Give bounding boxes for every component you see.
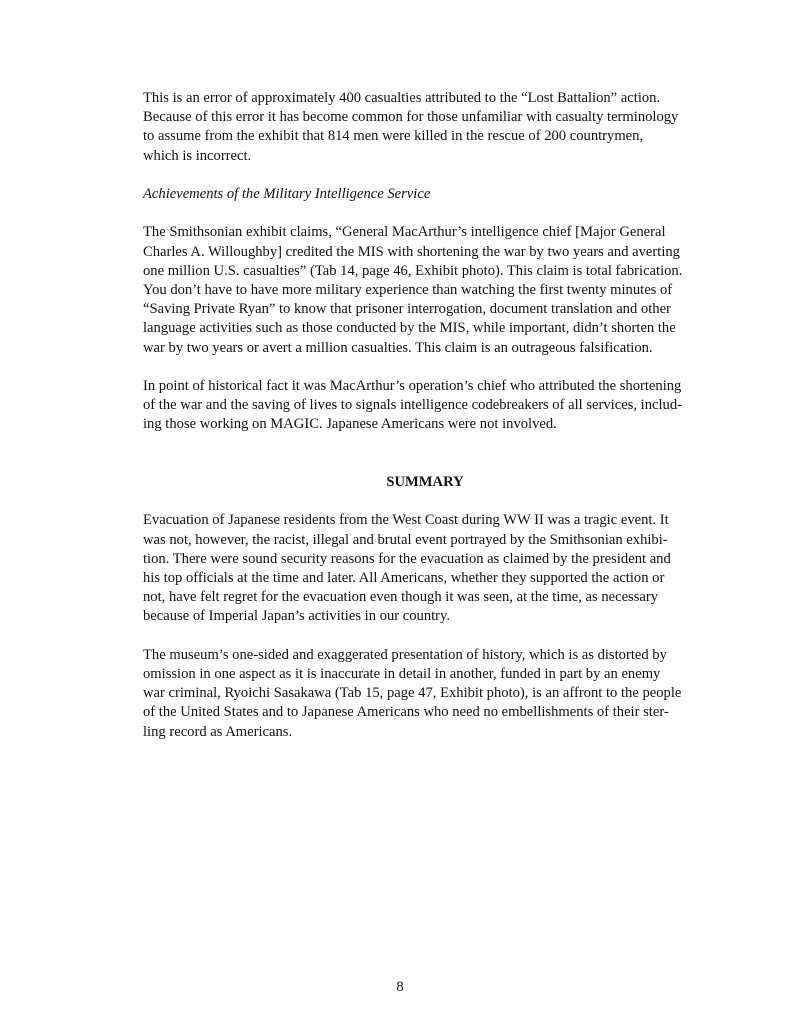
text-line: one million U.S. casualties” (Tab 14, page 46, Exhibit photo). This claim is total fabrication. xyxy=(143,262,683,279)
text-line: tion. There were sound security reasons for the evacuation as claimed by the president and xyxy=(143,550,671,567)
paragraph-spacer xyxy=(143,358,730,377)
paragraph-spacer xyxy=(143,204,730,223)
text-line: of the United States and to Japanese Americans who need no embellishments of their ster- xyxy=(143,704,669,721)
text-line: In point of historical fact it was MacArthur’s operation’s chief who attributed the shortening xyxy=(143,378,682,394)
text-line: omission in one aspect as it is inaccurate in detail in another, funded in part by an enemy xyxy=(143,665,661,682)
text-line: ing those working on MAGIC. Japanese Americans were not involved. xyxy=(143,416,557,433)
section-heading-mis: Achievements of the Military Intelligence Service xyxy=(143,186,431,202)
text-line: which is incorrect. xyxy=(143,147,252,164)
paragraph-museum-presentation xyxy=(143,646,730,742)
page-number: 8 xyxy=(396,979,404,995)
paragraph-spacer xyxy=(143,166,730,185)
paragraph-spacer xyxy=(143,492,730,511)
text-line: Charles A. Willoughby] credited the MIS with shortening the war by two years and averting xyxy=(143,243,680,260)
paragraph-historical-fact xyxy=(143,377,730,435)
text-line: This is an error of approximately 400 casualties attributed to the “Lost Battalion” action. xyxy=(143,90,661,106)
text-line: war by two years or avert a million casualties. This claim is an outrageous falsification. xyxy=(143,339,653,356)
text-line: You don’t have to have more military experience than watching the first twenty minutes of xyxy=(143,282,673,298)
text-line: to assume from the exhibit that 814 men were killed in the rescue of 200 countrymen, xyxy=(143,128,644,145)
text-line: The museum’s one-sided and exaggerated presentation of history, which is as distorted by xyxy=(143,646,667,663)
text-line: not, have felt regret for the evacuation even though it was seen, at the time, as necessary xyxy=(143,589,659,606)
summary-heading: SUMMARY xyxy=(386,473,464,490)
text-line: was not, however, the racist, illegal and brutal event portrayed by the Smithsonian exhibi- xyxy=(143,531,668,548)
text-line: Because of this error it has become common for those unfamiliar with casualty terminology xyxy=(143,109,679,126)
text-line: The Smithsonian exhibit claims, “General MacArthur’s intelligence chief [Major General xyxy=(143,224,666,241)
paragraph-casualty-error xyxy=(143,89,730,166)
paragraph-spacer xyxy=(143,454,730,473)
paragraph-spacer xyxy=(143,435,730,454)
text-line: of the war and the saving of lives to signals intelligence codebreakers of all services, includ- xyxy=(143,397,682,414)
page-body xyxy=(143,89,730,742)
text-line: ling record as Americans. xyxy=(143,723,293,740)
text-line: language activities such as those conducted by the MIS, while important, didn’t shorten the xyxy=(143,320,676,337)
text-line: Evacuation of Japanese residents from the West Coast during WW II was a tragic event. It xyxy=(143,512,669,529)
paragraph-evacuation xyxy=(143,511,730,626)
text-line: war criminal, Ryoichi Sasakawa (Tab 15, page 47, Exhibit photo), is an affront to the people xyxy=(143,685,682,702)
text-line: “Saving Private Ryan” to know that prisoner interrogation, document translation and other xyxy=(143,301,671,318)
text-line: his top officials at the time and later. All Americans, whether they supported the action or xyxy=(143,569,665,586)
paragraph-mis-claims xyxy=(143,223,730,357)
text-line: because of Imperial Japan’s activities in our country. xyxy=(143,608,451,625)
paragraph-spacer xyxy=(143,627,730,646)
